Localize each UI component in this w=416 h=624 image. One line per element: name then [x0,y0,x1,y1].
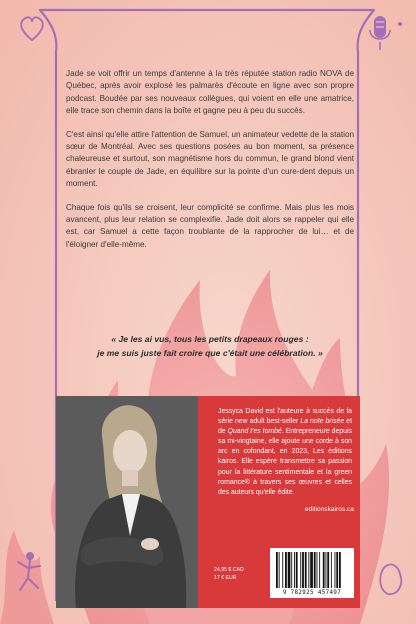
book-title-2: Quand t'es tombé [227,428,282,436]
author-photo [56,396,198,608]
isbn-number: 9 782925 457497 [282,590,342,596]
pull-quote [60,332,360,360]
publisher-website[interactable]: editionskairos.ca [304,506,354,513]
synopsis-paragraph-1: Jade se voit offrir un temps d'antenne à la très réputée station radio NOVA de Québec, après avoir explosé les palmarès d'écoute en ligne avec son propre podcast. Boudée par ses nouveaux collègues, qui voient en elle une amatrice, elle trace son chemin dans la boîte et gagne peu à peu du succès. [66,69,354,116]
price-cad: 24,95 $ CAD [214,567,244,573]
synopsis-paragraph-3: Chaque fois qu'ils se croisent, leur complicité se confirme. Mais plus les mois avancent, plus leur relation se complexifie. Jade doit alors se rappeler qui elle est, car Samuel a cette façon troublante de la rapprocher de lui… et de l'éloigner d'elle-même. [66,202,354,249]
price-block [214,566,258,582]
author-portrait-image [56,396,198,608]
pull-quote-line-2: je me suis juste fait croire que c'était une célébration. » [97,348,323,358]
price-eur: 17 € EUR [214,575,237,581]
microphone-icon [370,16,402,50]
author-bio-part-2: et de [218,418,352,436]
heart-icon [21,17,43,40]
author-bio-part-3: . Entrepreneure depuis sa mi-vingtaine, elle ajoute une corde à son arc en cofondant, en 2023, Les éditions kairos. Elle espère transmettre sa passion pour la littérature sentimentale et la green romance® à travers ses œuvres et celles des auteurs qu'elle édite. [218,428,352,496]
author-bio-part-1: Jessyca David est l'auteure à succès de la série new adult best-seller [218,408,352,426]
book-title-1: La note brisée [300,418,345,426]
synopsis [66,68,354,262]
author-bio [218,407,352,498]
synopsis-paragraph-2: C'est ainsi qu'elle attire l'attention de Samuel, un animateur vedette de la station sœur de Montréal. Avec ses questions posées au bon moment, sa présence chaleureuse et surtout, son magnétisme hors du commun, le grand blond vient ébranler le couple de Jade, en équilibre sur la pointe d'un cure-dent depuis un moment. [66,129,354,189]
pull-quote-line-1: « Je les ai vus, tous les petits drapeaux rouges : [111,334,309,344]
